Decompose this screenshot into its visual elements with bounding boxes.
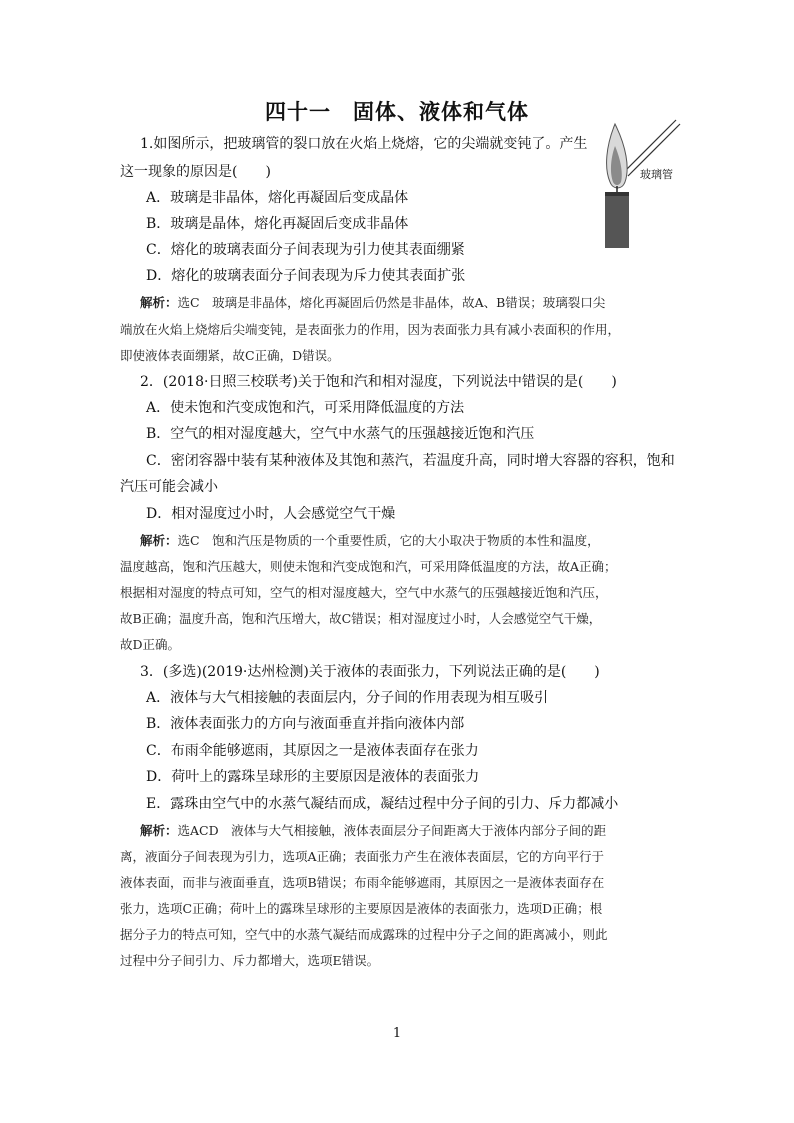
explanation-label: 解析：: [140, 295, 178, 310]
q2-explanation-line-2: 温度越高，饱和汽压越大，则使未饱和汽变成饱和汽，可采用降低温度的方法，故A正确；: [120, 559, 617, 574]
q3-explanation-line-2: 离，液面分子间表现为引力，选项A正确；表面张力产生在液体表面层，它的方向平行于: [120, 849, 605, 864]
q3-option-d: D．荷叶上的露珠呈球形的主要原因是液体的表面张力: [146, 769, 480, 785]
q3-explanation-line-4: 张力，选项C正确；荷叶上的露珠呈球形的主要原因是液体的表面张力，选项D正确；根: [120, 901, 603, 916]
glass-tube-figure: [598, 116, 684, 248]
q3-option-e: E．露珠由空气中的水蒸气凝结而成，凝结过程中分子间的引力、斥力都减小: [146, 796, 619, 812]
q3-option-c: C．布雨伞能够遮雨，其原因之一是液体表面存在张力: [146, 743, 479, 759]
q2-explanation-text-1: 选C 饱和汽压是物质的一个重要性质，它的大小取决于物质的本性和温度，: [177, 533, 600, 548]
q3-explanation-line-3: 液体表面，而非与液面垂直，选项B错误；布雨伞能够遮雨，其原因之一是液体表面存在: [120, 875, 605, 890]
q1-explanation-line-1: [140, 293, 605, 313]
q3-explanation-line-6: 过程中分子间引力、斥力都增大，选项E错误。: [120, 953, 380, 968]
q1-stem-line-1: 1.如图所示，把玻璃管的裂口放在火焰上烧熔，它的尖端就变钝了。产生: [140, 136, 588, 152]
q2-option-d: D．相对湿度过小时，人会感觉空气干燥: [146, 506, 396, 522]
q1-option-c: C．熔化的玻璃表面分子间表现为引力使其表面绷紧: [146, 242, 465, 258]
q3-explanation-text-1: 选ACD 液体与大气相接触，液体表面层分子间距离大于液体内部分子间的距: [177, 823, 607, 838]
q1-explanation-line-2: 端放在火焰上烧熔后尖端变钝，是表面张力的作用，因为表面张力具有减小表面积的作用，: [120, 322, 621, 337]
page-title: 四十一 固体、液体和气体: [265, 99, 529, 124]
q3-stem: 3．(多选)(2019·达州检测)关于液体的表面张力，下列说法正确的是( ): [140, 664, 600, 680]
q1-explanation-text-1: 选C 玻璃是非晶体，熔化再凝固后仍然是非晶体，故A、B错误；玻璃裂口尖: [177, 295, 606, 310]
q1-option-d: D．熔化的玻璃表面分子间表现为斥力使其表面扩张: [146, 268, 466, 284]
q2-stem: 2．(2018·日照三校联考)关于饱和汽和相对湿度，下列说法中错误的是( ): [140, 374, 617, 390]
q2-explanation-line-5: 故D正确。: [120, 637, 181, 652]
burner-top: [605, 192, 629, 196]
page-number: 1: [392, 1026, 402, 1041]
q3-option-a: A．液体与大气相接触的表面层内，分子间的作用表现为相互吸引: [146, 690, 549, 706]
q1-stem-line-2: 这一现象的原因是( ): [120, 164, 271, 180]
q1-explanation-line-3: 即使液体表面绷紧，故C正确，D错误。: [120, 348, 340, 363]
q2-option-c-continued: 汽压可能会减小: [120, 479, 218, 495]
q2-explanation-line-3: 根据相对湿度的特点可知，空气的相对湿度越大，空气中水蒸气的压强越接近饱和汽压，: [120, 585, 608, 600]
glass-tube-line-upper: [624, 120, 676, 172]
q2-explanation-line-4: 故B正确；温度升高，饱和汽压增大，故C错误；相对湿度过小时，人会感觉空气干燥，: [120, 611, 602, 626]
q2-option-a: A．使未饱和汽变成饱和汽，可采用降低温度的方法: [146, 400, 465, 416]
explanation-label: 解析：: [140, 823, 178, 838]
q2-option-b: B．空气的相对湿度越大，空气中水蒸气的压强越接近饱和汽压: [146, 426, 535, 442]
q2-option-c: C．密闭容器中装有某种液体及其饱和蒸汽，若温度升高，同时增大容器的容积，饱和: [146, 453, 675, 469]
q3-explanation-line-5: 据分子力的特点可知，空气中的水蒸气凝结而成露珠的过程中分子之间的距离减小，则此: [120, 927, 608, 942]
q3-explanation-line-1: [140, 821, 606, 841]
flame-and-tube-illustration: [598, 116, 684, 248]
q1-option-a: A．玻璃是非晶体，熔化再凝固后变成晶体: [146, 190, 409, 206]
q1-option-b: B．玻璃是晶体，熔化再凝固后变成非晶体: [146, 216, 409, 232]
burner-body: [605, 194, 629, 248]
explanation-label: 解析：: [140, 533, 178, 548]
figure-label: 玻璃管: [640, 168, 673, 181]
q2-explanation-line-1: [140, 531, 600, 551]
q3-option-b: B．液体表面张力的方向与液面垂直并指向液体内部: [146, 716, 465, 732]
